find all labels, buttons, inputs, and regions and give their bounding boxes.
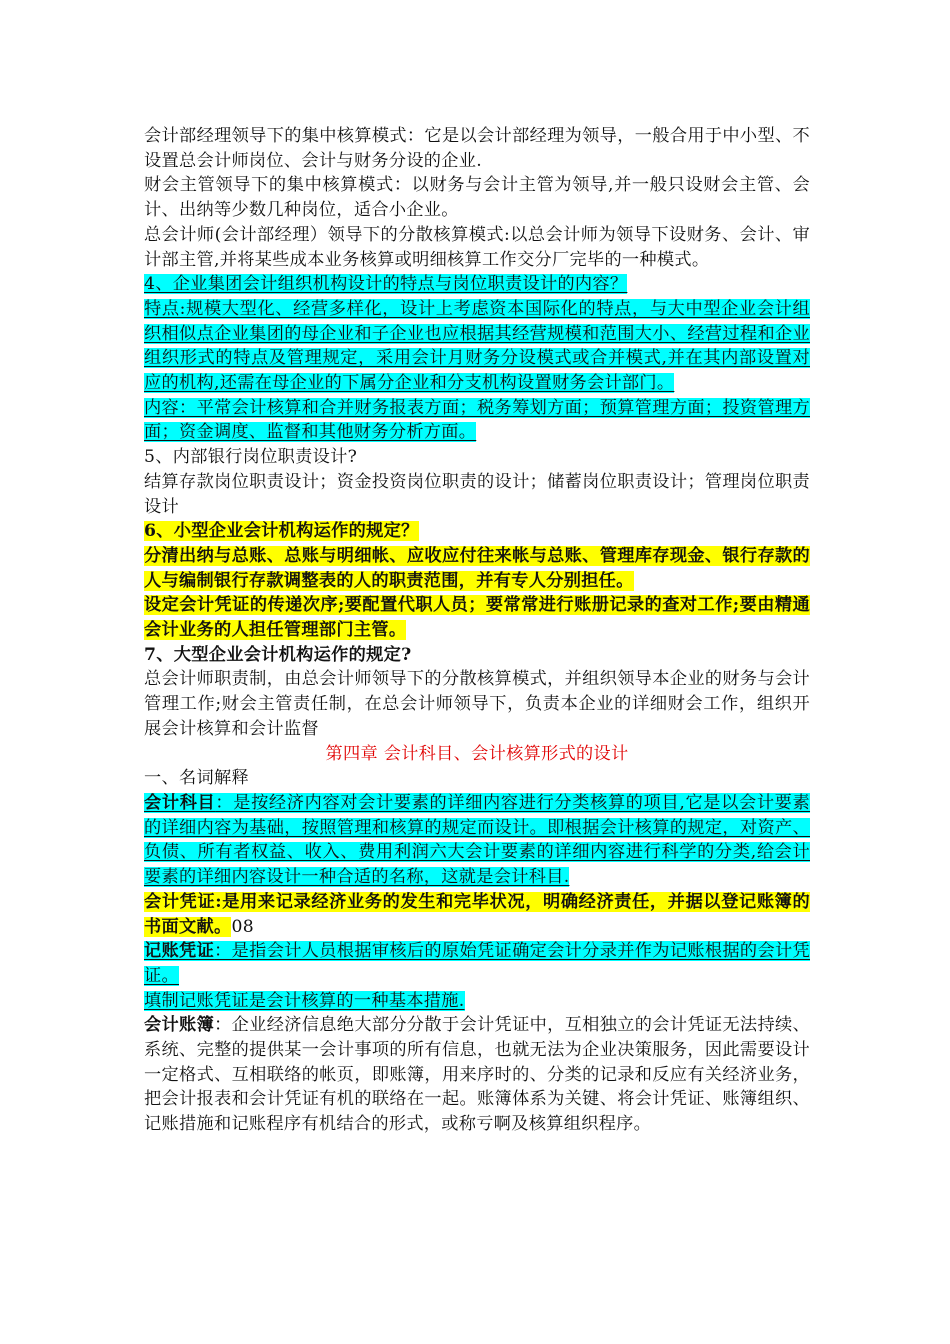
question-6-answer-2-text: 设定会计凭证的传递次序;要配置代职人员；要常常进行账册记录的查对工作;要由精通会计业务的人担任管理部门主管。 bbox=[144, 595, 810, 641]
question-6-answer-1-text: 分清出纳与总账、总账与明细帐、应收应付往来帐与总账、管理库存现金、银行存款的人与编制银行存款调整表的人的职责范围，并有专人分别担任。 bbox=[144, 545, 810, 591]
paragraph-centralized-dept-manager: 会计部经理领导下的集中核算模式：它是以会计部经理为领导，一般合用于中小型、不设置总会计师岗位、会计与财务分设的企业. bbox=[144, 126, 810, 171]
question-4-text: 4、企业集团会计组织机构设计的特点与岗位职责设计的内容？ bbox=[144, 274, 628, 295]
bookkeeping-voucher-note bbox=[144, 989, 810, 1014]
chapter-4-heading: 第四章 会计科目、会计核算形式的设计 bbox=[325, 743, 629, 764]
document-page bbox=[144, 124, 810, 1137]
term-account-books-label: 会计账簿 bbox=[144, 1015, 215, 1036]
question-6-text: 6、小型企业会计机构运作的规定？ bbox=[144, 521, 419, 542]
question-4-features-text: 特点:规模大型化、经营多样化，设计上考虑资本国际化的特点，与大中型企业会计组织相似点企业集团的母企业和子企业也应根据其经营规模和范围大小、经营过程和企业组织形式的特点及管理规定，采用会计月财务分设模式或合并模式,并在其内部设置对应的机构,还需在母企业的下属分企业和分支机构设置财务会计部门。 bbox=[144, 298, 810, 394]
term-accounting-voucher-definition: :是用来记录经济业务的发生和完毕状况，明确经济责任，并据以登记账簿的书面文献。 bbox=[144, 891, 810, 937]
term-accounting-subject-label: 会计科目 bbox=[144, 792, 216, 813]
term-accounting-voucher-suffix: 08 bbox=[231, 916, 254, 937]
question-5-answer: 结算存款岗位职责设计；资金投资岗位职责的设计；储蓄岗位职责设计；管理岗位职责设计 bbox=[144, 471, 810, 517]
question-6 bbox=[144, 519, 810, 544]
term-account-books bbox=[144, 1013, 810, 1137]
term-bookkeeping-voucher bbox=[144, 939, 810, 988]
term-bookkeeping-voucher-definition: ：是指会计人员根据审核后的原始凭证确定会计分录并作为记账根据的会计凭证。 bbox=[144, 941, 810, 986]
question-4-content-text: 内容：平常会计核算和合并财务报表方面；税务筹划方面；预算管理方面；投资管理方面；资金调度、监督和其他财务分析方面。 bbox=[144, 397, 810, 443]
term-accounting-subject bbox=[144, 791, 810, 890]
question-4 bbox=[144, 272, 810, 297]
term-accounting-subject-definition: ：是按经济内容对会计要素的详细内容进行分类核算的项目,它是以会计要素的详细内容为基础，按照管理和核算的规定而设计。即根据会计核算的规定，对资产、负债、所有者权益、收入、费用利润六大会计要素的详细内容进行科学的分类,给会计要素的详细内容设计一种合适的名称，这就是会计科目. bbox=[144, 792, 811, 888]
bookkeeping-voucher-note-text: 填制记账凭证是会计核算的一种基本措施. bbox=[144, 990, 465, 1011]
question-5: 5、内部银行岗位职责设计? bbox=[144, 447, 358, 468]
term-account-books-definition: ：企业经济信息绝大部分分散于会计凭证中，互相独立的会计凭证无法持续、系统、完整的提供某一会计事项的所有信息，也就无法为企业决策服务，因此需要设计一定格式、互相联络的帐页，即账簿，用来序时的、分类的记录和反应有关经济业务，把会计报表和会计凭证有机的联络在一起。账簿体系为关键、将会计凭证、账簿组织、记账措施和记账程序有机结合的形式，或称亏啊及核算组织程序。 bbox=[144, 1015, 810, 1135]
term-bookkeeping-voucher-label: 记账凭证 bbox=[144, 941, 215, 962]
question-7-answer: 总会计师职责制，由总会计师领导下的分散核算模式，并组织领导本企业的财务与会计管理工作;财会主管责任制，在总会计师领导下，负责本企业的详细财会工作，组织开展会计核算和会计监督 bbox=[144, 669, 810, 739]
question-4-content bbox=[144, 396, 810, 445]
question-4-features bbox=[144, 297, 810, 396]
term-accounting-voucher-label: 会计凭证 bbox=[144, 891, 216, 912]
question-6-answer-2 bbox=[144, 593, 810, 642]
section-glossary-heading: 一、名词解释 bbox=[144, 768, 249, 789]
term-accounting-voucher bbox=[144, 890, 810, 939]
question-7: 7、大型企业会计机构运作的规定? bbox=[144, 644, 412, 665]
question-6-answer-1 bbox=[144, 544, 810, 593]
paragraph-decentralized-cfo: 总会计师(会计部经理）领导下的分散核算模式:以总会计师为领导下设财务、会计、审计部主管,并将某些成本业务核算或明细核算工作交分厂完毕的一种模式。 bbox=[144, 224, 810, 270]
paragraph-centralized-finance-supervisor: 财会主管领导下的集中核算模式：以财务与会计主管为领导,并一般只设财会主管、会计、出纳等少数几种岗位，适合小企业。 bbox=[144, 175, 810, 221]
